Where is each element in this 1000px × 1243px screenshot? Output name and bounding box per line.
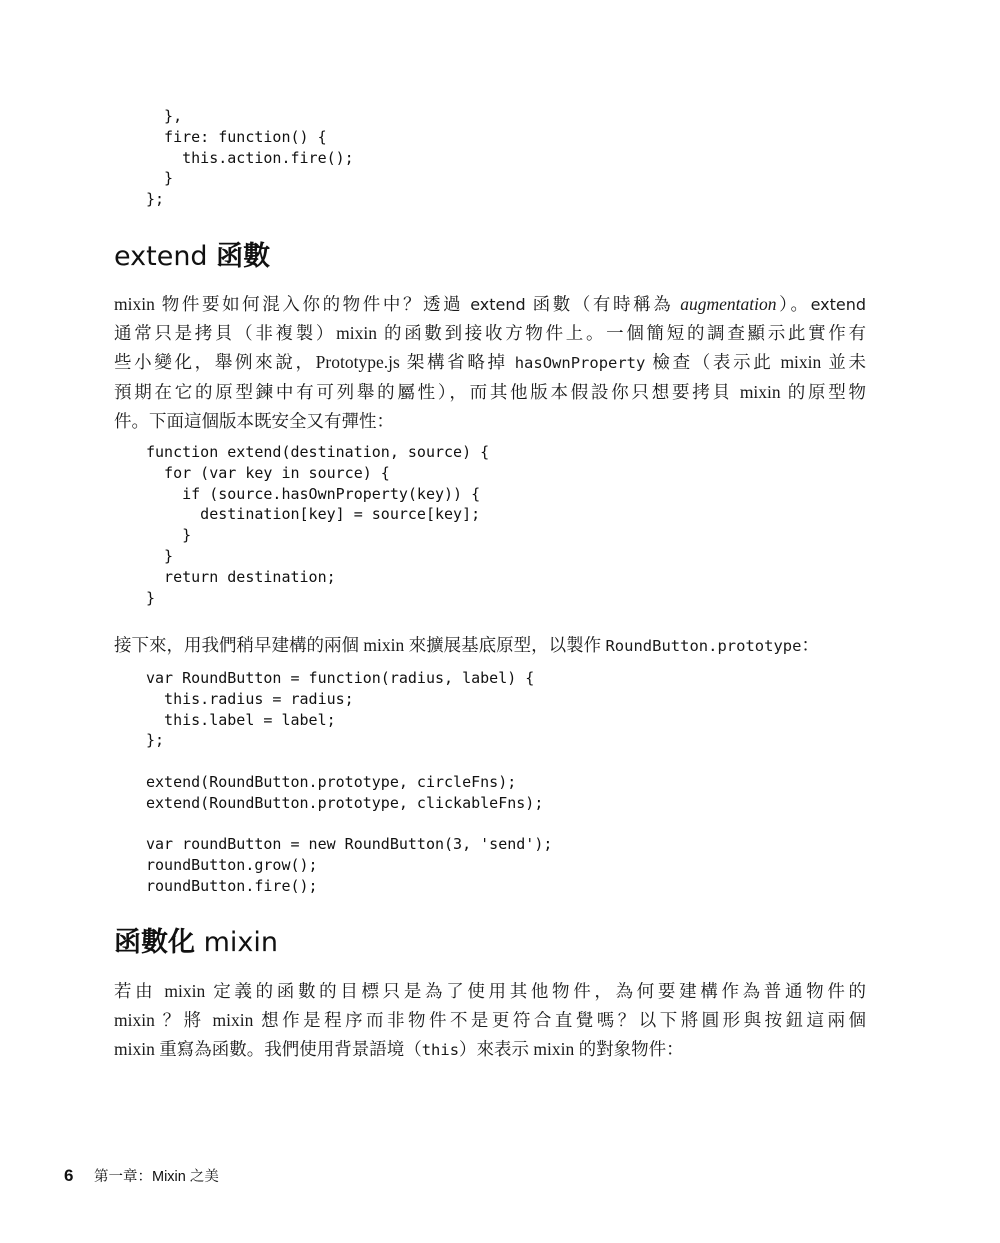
code-block-fire: }, fire: function() { this.action.fire(); } };	[146, 107, 354, 209]
paragraph-line: mixin 物件要如何混入你的物件中？透過 extend 函數（有時稱為 augmentation）。extend	[114, 294, 867, 314]
heading-latin: extend	[114, 241, 208, 272]
heading-latin: mixin	[203, 927, 278, 958]
section-heading-functional-mixin	[114, 926, 278, 960]
code-block-round-button: var RoundButton = function(radius, label) { this.radius = radius; this.label = label; }; extend(RoundButton.prototype, circleFns); extend(RoundButton.prototype, clickableFns); var roundButton = new RoundButton(3, 'send'); roundButton.grow(); roundButton.fire();	[146, 669, 553, 895]
page-number: 6	[64, 1166, 74, 1185]
paragraph-line: 預期在它的原型鍊中有可列舉的屬性），而其他版本假設你只想要拷貝 mixin 的原型物	[114, 382, 866, 402]
code-block-extend: function extend(destination, source) { for (var key in source) { if (source.hasOwnProperty(key)) { destination[key] = source[key]; } } return destination; }	[146, 443, 490, 607]
paragraph-line: 若由 mixin 定義的函數的目標只是為了使用其他物件，為何要建構作為普通物件的	[114, 981, 866, 1001]
paragraph-line: 接下來，用我們稍早建構的兩個 mixin 來擴展基底原型，以製作 RoundButton.prototype：	[114, 635, 819, 655]
chapter-title: 第一章：Mixin 之美	[94, 1169, 219, 1185]
paragraph-line: 件。下面這個版本既安全又有彈性：	[114, 411, 394, 431]
paragraph-round-button	[114, 631, 866, 661]
section-heading-extend	[114, 240, 270, 274]
paragraph-line: mixin ？將 mixin 想作是程序而非物件不是更符合直覺嗎？以下將圓形與按鈕這兩個	[114, 1010, 866, 1030]
heading-cjk: 函數化	[114, 927, 195, 958]
paragraph-extend-intro	[114, 290, 866, 436]
page-footer	[64, 1165, 219, 1186]
paragraph-line: mixin 重寫為函數。我們使用背景語境（this）來表示 mixin 的對象物件：	[114, 1039, 684, 1059]
paragraph-line: 些小變化，舉例來說，Prototype.js 架構省略掉 hasOwnProperty 檢查（表示此 mixin 並未	[114, 352, 866, 372]
paragraph-functional-mixin	[114, 977, 866, 1065]
paragraph-line: 通常只是拷貝（非複製）mixin 的函數到接收方物件上。一個簡短的調查顯示此實作有	[114, 323, 866, 343]
heading-cjk: 函數	[216, 241, 271, 272]
